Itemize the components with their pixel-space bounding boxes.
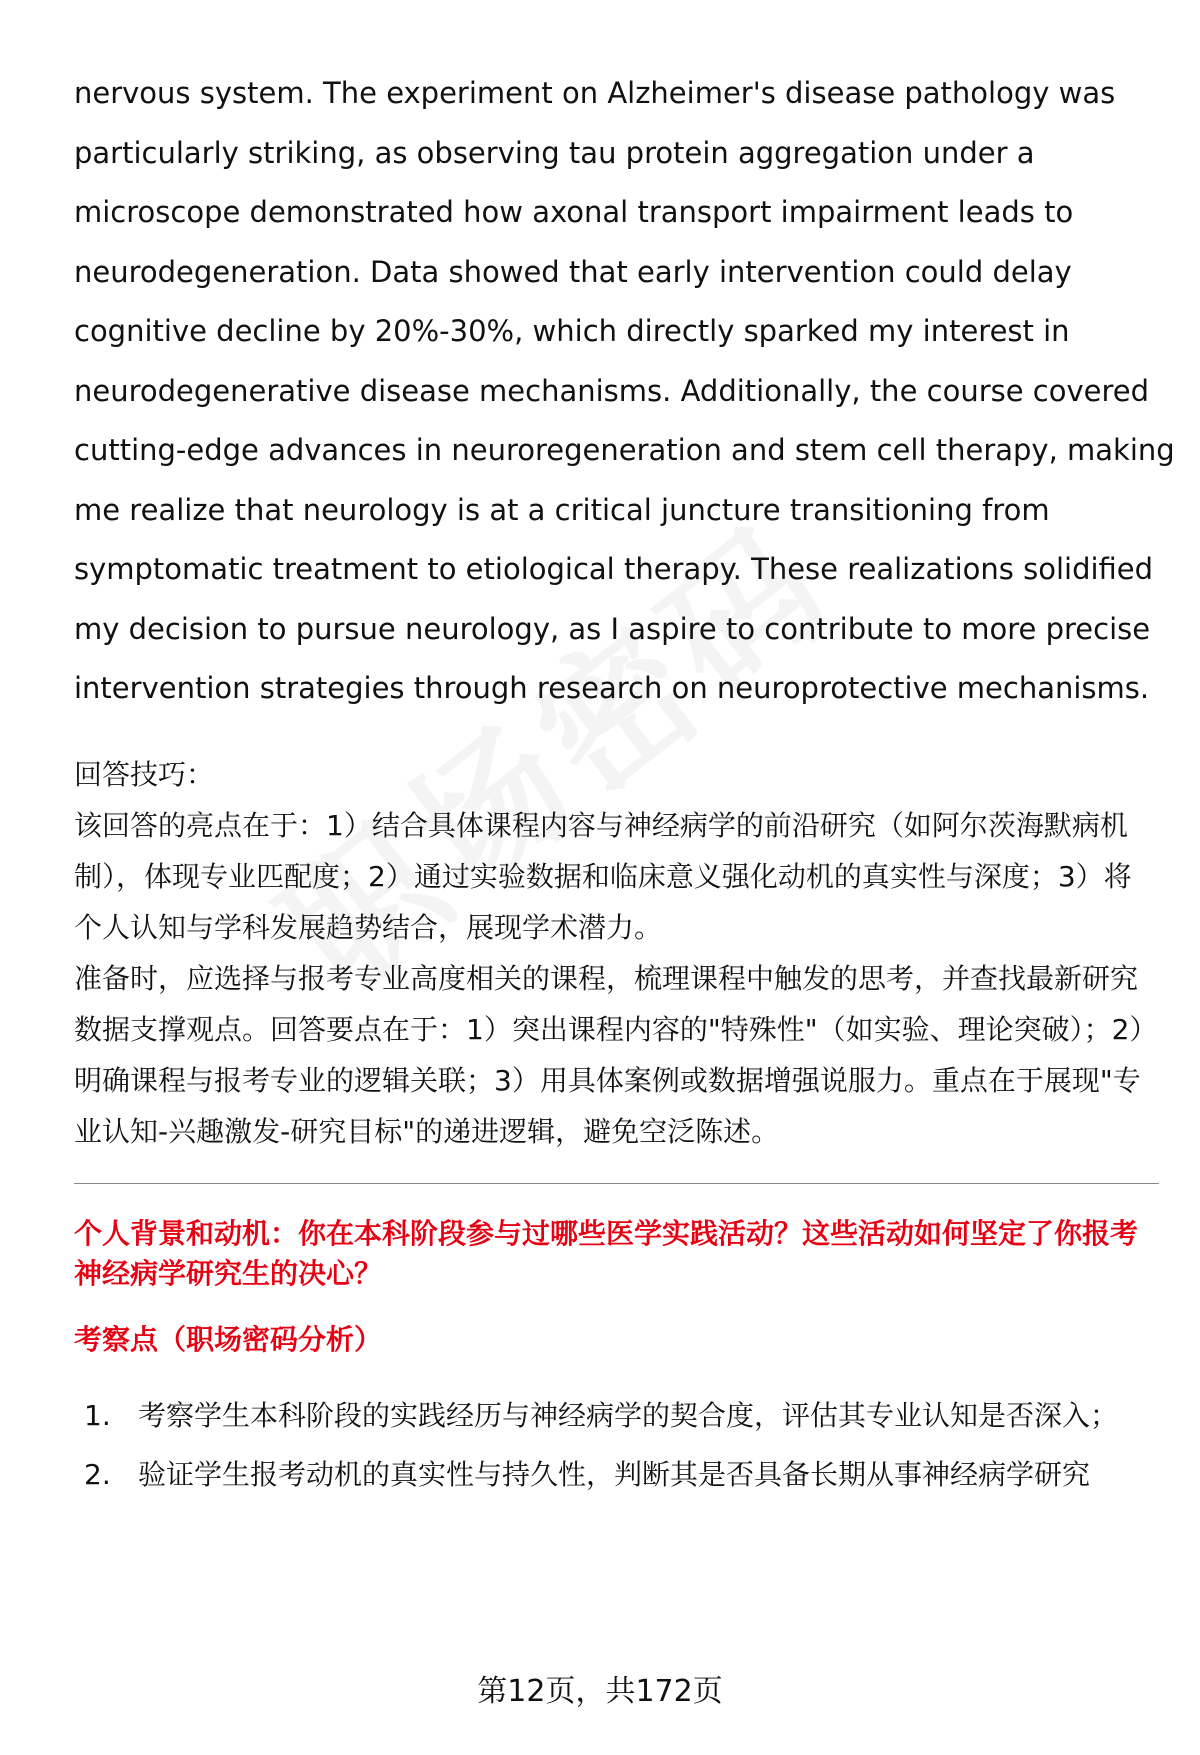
list-item-text: 验证学生报考动机的真实性与持久性，判断其是否具备长期从事神经病学研究: [138, 1457, 1091, 1491]
list-item-number: 1.: [84, 1398, 111, 1432]
list-item-number: 2.: [84, 1457, 111, 1491]
essay-line: me realize that neurology is at a critical juncture transitioning from: [74, 492, 1050, 527]
essay-line: nervous system. The experiment on Alzheimer's disease pathology was: [74, 76, 1116, 110]
essay-paragraph: [74, 64, 1175, 719]
essay-line: my decision to pursue neurology, as I aspire to contribute to more precise: [74, 611, 1151, 646]
essay-line: particularly striking, as observing tau protein aggregation under a: [74, 135, 1035, 170]
essay-line: cognitive decline by 20%-30%, which directly sparked my interest in: [74, 314, 1070, 348]
page-content: [74, 64, 1175, 1504]
list-item: [74, 1445, 1159, 1504]
essay-line: cutting-edge advances in neuroregeneration and stem cell therapy, making: [74, 433, 1175, 467]
essay-line: neurodegenerative disease mechanisms. Additionally, the course covered: [74, 373, 1150, 408]
essay-line: neurodegeneration. Data showed that early intervention could delay: [74, 254, 1072, 289]
essay-line: microscope demonstrated how axonal transport impairment leads to: [74, 195, 1074, 229]
page-number: 第12页，共172页: [477, 1674, 723, 1709]
essay-line: symptomatic treatment to etiological therapy. These realizations solidified: [74, 552, 1154, 586]
section-divider: [74, 1183, 1159, 1184]
answer-tips: [74, 749, 1159, 1157]
question-heading: 个人背景和动机：你在本科阶段参与过哪些医学实践活动？这些活动如何坚定了你报考神经病学研究生的决心？: [74, 1216, 1139, 1290]
essay-line: intervention strategies through research on neuroprotective mechanisms.: [74, 671, 1150, 705]
tips-heading: 回答技巧：: [74, 757, 215, 791]
tips-highlight: 该回答的亮点在于：1）结合具体课程内容与神经病学的前沿研究（如阿尔茨海默病机制），体现专业匹配度；2）通过实验数据和临床意义强化动机的真实性与深度；3）将个人认知与学科发展趋势结合，展现学术潜力。: [74, 808, 1132, 944]
assessment-title: 考察点（职场密码分析）: [74, 1322, 383, 1356]
list-item: [74, 1386, 1159, 1445]
list-item-text: 考察学生本科阶段的实践经历与神经病学的契合度，评估其专业认知是否深入；: [138, 1398, 1119, 1432]
assessment-list: [74, 1386, 1159, 1504]
tips-preparation: 准备时，应选择与报考专业高度相关的课程，梳理课程中触发的思考，并查找最新研究数据支撑观点。回答要点在于：1）突出课程内容的"特殊性"（如实验、理论突破）；2）明确课程与报考专业的逻辑关联；3）用具体案例或数据增强说服力。重点在于展现"专业认知-兴趣激发-研究目标"的递进逻辑，避免空泛陈述。: [74, 961, 1158, 1148]
